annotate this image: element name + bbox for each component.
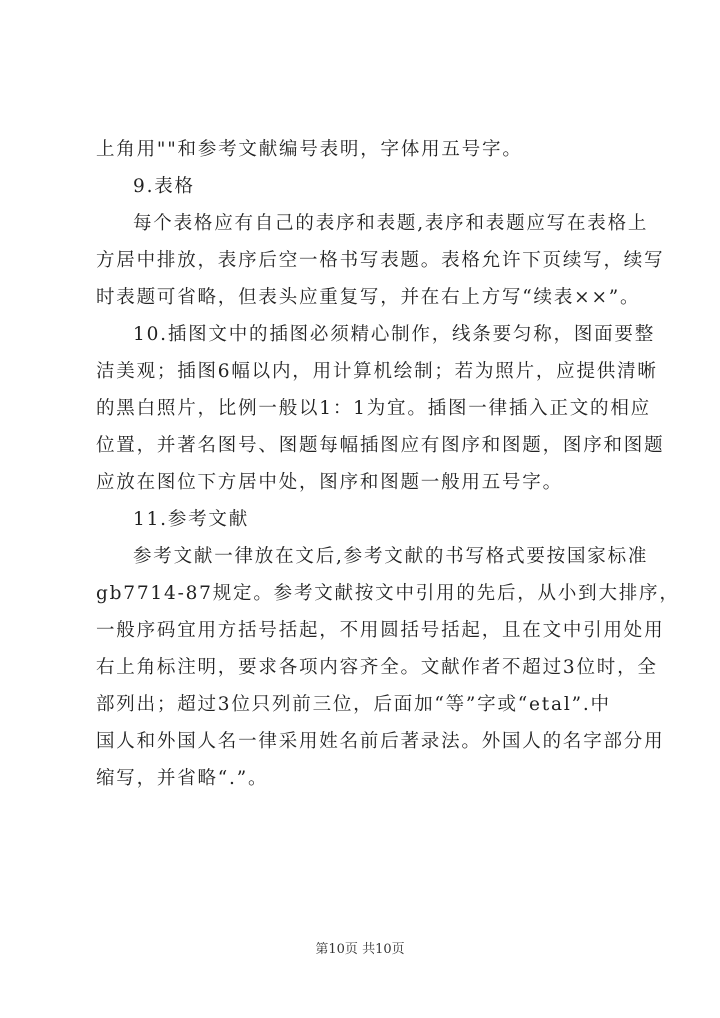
text-line: 位置，并著名图号、图题每幅插图应有图序和图题，图序和图题	[96, 435, 665, 456]
text-line: 每个表格应有自己的表序和表题,表序和表题应写在表格上	[133, 213, 649, 234]
text-line: 右上角标注明，要求各项内容齐全。文献作者不超过3位时，全	[96, 657, 658, 678]
text-line: 的黑白照片，比例一般以1：1为宜。插图一律插入正文的相应	[96, 398, 651, 419]
text-line: 一般序码宜用方括号括起，不用圆括号括起，且在文中引用处用	[96, 620, 665, 641]
text-line: 11.参考文献	[133, 509, 250, 530]
text-line: 国人和外国人名一律采用姓名前后著录法。外国人的名字部分用	[96, 731, 665, 752]
text-line: 上角用""和参考文献编号表明，字体用五号字。	[96, 139, 523, 160]
document-body	[96, 131, 686, 797]
text-line: 9.表格	[133, 176, 195, 197]
page-footer: 第10页 共10页	[315, 942, 405, 957]
text-line: 10.插图文中的插图必须精心制作，线条要匀称，图面要整	[133, 324, 656, 345]
text-line: 时表题可省略，但表头应重复写，并在右上方写“续表××”。	[96, 287, 641, 308]
text-line: 洁美观；插图6幅以内，用计算机绘制；若为照片，应提供清晰	[96, 361, 658, 382]
text-line: gb7714-87规定。参考文献按文中引用的先后，从小到大排序，	[96, 583, 680, 604]
text-line: 缩写，并省略“.”。	[96, 768, 269, 789]
text-line: 方居中排放，表序后空一格书写表题。表格允许下页续写，续写	[96, 250, 665, 271]
text-line: 部列出；超过3位只列前三位，后面加“等”字或“etal”.中	[96, 694, 611, 715]
text-line: 应放在图位下方居中处，图序和图题一般用五号字。	[96, 472, 563, 493]
text-line: 参考文献一律放在文后,参考文献的书写格式要按国家标准	[133, 546, 649, 567]
